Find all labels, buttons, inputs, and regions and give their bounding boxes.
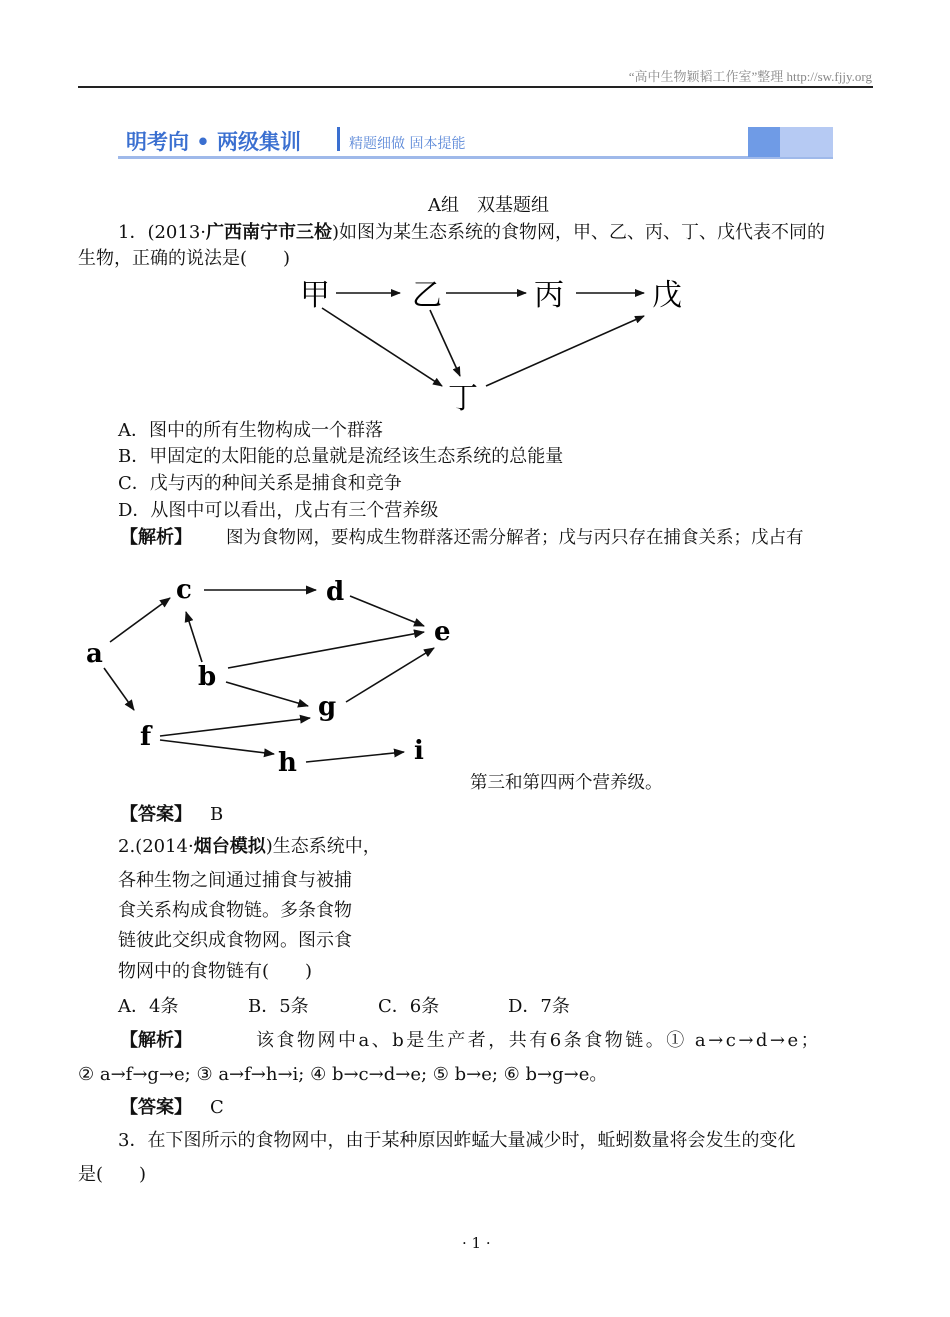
q3-stem-line1: 3．在下图所示的食物网中，由于某种原因蚱蜢大量减少时，蚯蚓数量将会发生的变化: [118, 1130, 796, 1151]
node-jia: 甲: [300, 278, 330, 313]
q2-stem-line5: 物网中的食物链有( ): [118, 961, 313, 982]
q1-option-c: C．戊与丙的种间关系是捕食和竞争: [118, 473, 402, 494]
q2-number: 2.(2014·: [118, 836, 194, 857]
q1-analysis-label: 【解析】: [120, 527, 192, 548]
banner-block-light: [780, 127, 833, 157]
node-b: b: [198, 662, 217, 692]
q2-stem-line3: 食关系构成食物链。多条食物: [118, 900, 352, 921]
q2-stem-line1: [118, 836, 381, 858]
q1-answer: [120, 804, 223, 826]
arrow-b-e: [228, 632, 424, 668]
banner-title: 明考向 • 两级集训: [126, 130, 302, 154]
q1-stem-line2: 生物，正确的说法是( ): [78, 248, 291, 269]
q3-stem-line2: 是( ): [78, 1164, 147, 1185]
q2-option-b: B．5条: [248, 996, 309, 1017]
q2-source: 烟台模拟: [193, 836, 266, 857]
arrow-a-f: [104, 668, 134, 710]
q2-analysis-label: 【解析】: [120, 1030, 192, 1051]
arrow-h-i: [306, 752, 404, 762]
arrow-f-g: [160, 718, 310, 736]
section-title: A组 双基题组: [428, 195, 549, 216]
q2-stem-text: )生态系统中，: [265, 836, 381, 857]
q1-option-a: A．图中的所有生物构成一个群落: [118, 420, 383, 441]
banner-underline: [118, 156, 833, 159]
q1-option-d: D．从图中可以看出，戊占有三个营养级: [118, 500, 439, 521]
header-source: “高中生物颖韬工作室”整理 http://sw.fjjy.org: [628, 69, 872, 84]
arrow-ding-wu: [486, 316, 644, 386]
arrow-b-g: [226, 682, 308, 706]
node-i: i: [414, 736, 424, 766]
node-wu: 戊: [652, 278, 682, 313]
node-bing: 丙: [534, 278, 564, 313]
banner-block-dark: [748, 127, 780, 157]
node-d: d: [326, 577, 345, 607]
arrow-yi-ding: [430, 310, 460, 376]
arrow-d-e: [350, 596, 424, 626]
q2-analysis-line1: 该食物网中a、b是生产者，共有6条食物链。① a→c→d→e；: [256, 1030, 822, 1051]
node-ding: 丁: [448, 381, 478, 416]
node-h: h: [278, 748, 297, 778]
q2-stem-line2: 各种生物之间通过捕食与被捕: [118, 870, 352, 891]
q1-source: 广西南宁市三检: [206, 222, 333, 243]
banner-separator: [337, 127, 340, 151]
node-yi: 乙: [412, 278, 442, 313]
header-rule: [78, 86, 873, 88]
node-f: f: [140, 722, 152, 752]
arrow-f-h: [160, 740, 274, 754]
q2-food-web-diagram: [78, 570, 478, 780]
q2-answer: [120, 1097, 224, 1119]
q2-option-c: C．6条: [378, 996, 440, 1017]
q1-answer-label: 【答案】: [120, 804, 192, 825]
q1-option-b: B．甲固定的太阳能的总量就是流经该生态系统的总能量: [118, 446, 564, 467]
section-banner: [118, 125, 833, 159]
q1-stem-text: )如图为某生态系统的食物网，甲、乙、丙、丁、戊代表不同的: [332, 222, 826, 243]
node-e: e: [434, 617, 451, 647]
node-c: c: [176, 575, 192, 605]
q2-option-a: A．4条: [118, 996, 179, 1017]
node-g: g: [318, 692, 337, 722]
banner-subtitle: 精题细做 固本提能: [349, 136, 466, 152]
q2-answer-value: C: [210, 1097, 224, 1118]
q2-stem-line4: 链彼此交织成食物网。图示食: [118, 930, 352, 951]
q1-food-web-diagram: [290, 268, 710, 418]
q2-option-d: D．7条: [508, 996, 570, 1017]
q2-analysis-line2: ② a→f→g→e; ③ a→f→h→i; ④ b→c→d→e; ⑤ b→e; ⑥ b→g→e。: [78, 1064, 608, 1085]
q1-analysis-text: 图为食物网，要构成生物群落还需分解者；戊与丙只存在捕食关系；戊占有: [226, 528, 804, 548]
arrow-g-e: [346, 648, 434, 702]
q1-stem-line1: [118, 222, 825, 244]
arrow-jia-ding: [322, 308, 442, 386]
q1-answer-value: B: [210, 804, 224, 825]
node-a: a: [86, 639, 103, 669]
q1-number: 1．(2013·: [118, 222, 207, 243]
arrow-b-c: [186, 612, 202, 662]
q1-analysis-cont: 第三和第四两个营养级。: [470, 773, 663, 793]
page-number: · 1 ·: [462, 1234, 491, 1252]
arrow-a-c: [110, 598, 170, 642]
q2-answer-label: 【答案】: [120, 1097, 192, 1118]
